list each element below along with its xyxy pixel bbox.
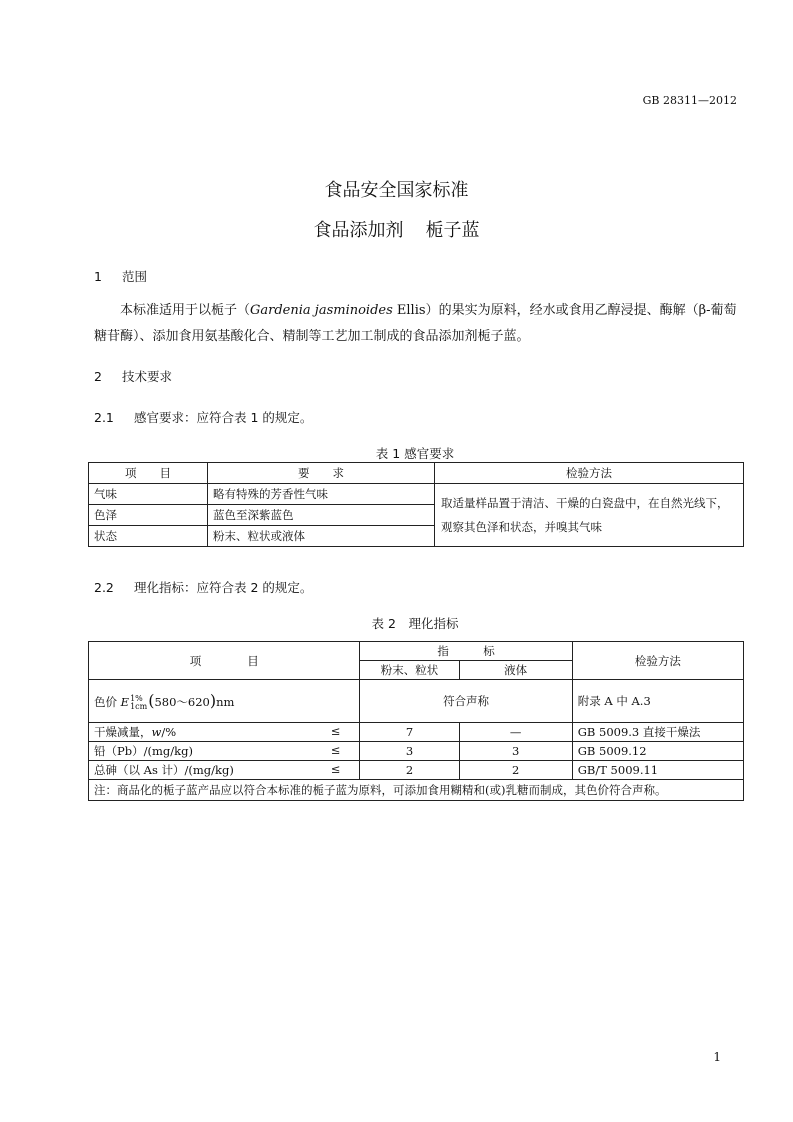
row-powder: 7 <box>360 723 459 742</box>
row-label: 铅（Pb）/ <box>94 744 148 758</box>
section-title: 范围 <box>122 269 148 284</box>
wavelength-range: 580～620 <box>154 695 210 709</box>
header-method: 检验方法 <box>435 463 744 484</box>
section-2-2-heading <box>94 578 312 596</box>
table1-caption: 表 1 感官要求 <box>375 446 455 461</box>
physicochemical-table <box>88 641 744 801</box>
symbol-e: E <box>120 695 130 709</box>
subtitle-part1: 食品添加剂 <box>313 220 404 241</box>
scope-paragraph <box>94 298 749 350</box>
page-number: 1 <box>713 1050 721 1064</box>
row-requirement: 蓝色至深紫蓝色 <box>208 505 435 526</box>
scope-text-pre: 本标准适用于以栀子（ <box>120 303 251 318</box>
section-2-1-heading <box>94 408 312 426</box>
standard-code: GB 28311—2012 <box>642 94 737 107</box>
color-value-label <box>89 680 360 723</box>
paren-close: ) <box>209 691 217 710</box>
section-number: 1 <box>94 269 102 284</box>
table-header-row <box>89 642 744 661</box>
table-note-row <box>89 780 744 801</box>
header-method: 检验方法 <box>572 642 743 680</box>
row-method: GB 5009.12 <box>572 742 743 761</box>
row-item <box>89 723 360 742</box>
row-liquid: 3 <box>459 742 572 761</box>
row-label-unit: (mg/kg) <box>147 744 193 758</box>
header-liquid: 液体 <box>459 661 572 680</box>
color-value-spec: 符合声称 <box>360 680 572 723</box>
sensory-requirements-table <box>88 462 744 547</box>
row-powder: 3 <box>360 742 459 761</box>
document-subtitle <box>0 216 793 242</box>
row-label: 干燥减量， <box>94 725 152 739</box>
row-label-unit: /% <box>161 725 177 739</box>
table-row <box>89 680 744 723</box>
row-requirement: 粉末、粒状或液体 <box>208 526 435 547</box>
latin-name: Gardenia jasminoides <box>250 303 393 318</box>
header-index: 指 标 <box>360 642 572 661</box>
superscript: 1% <box>130 694 143 703</box>
color-value-method: 附录 A 中 A.3 <box>572 680 743 723</box>
row-method: GB/T 5009.11 <box>572 761 743 780</box>
le-sign: ≤ <box>330 762 341 776</box>
table2-caption: 表 2 理化指标 <box>371 616 459 631</box>
table-row <box>89 742 744 761</box>
label-text: 色价 <box>94 695 121 709</box>
header-item: 项 目 <box>89 642 360 680</box>
section-number: 2.1 <box>94 410 114 425</box>
row-powder: 2 <box>360 761 459 780</box>
header-item: 项 目 <box>89 463 208 484</box>
section-number: 2 <box>94 369 102 384</box>
paren-open: ( <box>148 691 155 710</box>
header-powder: 粉末、粒状 <box>360 661 459 680</box>
table-note: 注：商品化的栀子蓝产品应以符合本标准的栀子蓝为原料，可添加食用糊精和(或)乳糖而制成，其色价符合声称。 <box>89 780 744 801</box>
row-item <box>89 761 360 780</box>
section-1-heading <box>94 267 147 285</box>
le-sign: ≤ <box>330 743 341 757</box>
section-2-heading <box>94 367 172 385</box>
table-header-row <box>89 463 744 484</box>
section-text: 感官要求：应符合表 1 的规定。 <box>134 410 313 425</box>
row-item: 气味 <box>89 484 208 505</box>
unit: nm <box>216 695 235 709</box>
row-item: 状态 <box>89 526 208 547</box>
table-row <box>89 723 744 742</box>
header-requirement: 要 求 <box>208 463 435 484</box>
row-label: 总砷（以 As 计）/ <box>94 763 189 777</box>
row-liquid: 2 <box>459 761 572 780</box>
sup-sub <box>130 695 147 711</box>
le-sign: ≤ <box>330 724 341 738</box>
row-requirement: 略有特殊的芳香性气味 <box>208 484 435 505</box>
scope-text-post: ）的果实为原料，经水或食用乙醇浸提、酶解（β-葡萄糖苷酶）、添加食用氨基酸化合、精制等工艺加工制成的食品添加剂栀子蓝。 <box>94 303 737 344</box>
subtitle-part2: 栀子蓝 <box>425 220 480 241</box>
section-title: 技术要求 <box>122 369 173 384</box>
row-item <box>89 742 360 761</box>
section-number: 2.2 <box>94 580 114 595</box>
row-label-unit: (mg/kg) <box>188 763 234 777</box>
latin-author: Ellis <box>392 303 426 318</box>
section-text: 理化指标：应符合表 2 的规定。 <box>134 580 313 595</box>
row-method: GB 5009.3 直接干燥法 <box>572 723 743 742</box>
row-label-math: w <box>151 725 162 739</box>
subscript: 1cm <box>130 702 148 711</box>
table-row <box>89 484 744 505</box>
document-title: 食品安全国家标准 <box>324 180 469 201</box>
table-row <box>89 761 744 780</box>
method-cell: 取适量样品置于清洁、干燥的白瓷盘中，在自然光线下，观察其色泽和状态，并嗅其气味 <box>435 484 744 547</box>
row-liquid: — <box>459 723 572 742</box>
row-item: 色泽 <box>89 505 208 526</box>
